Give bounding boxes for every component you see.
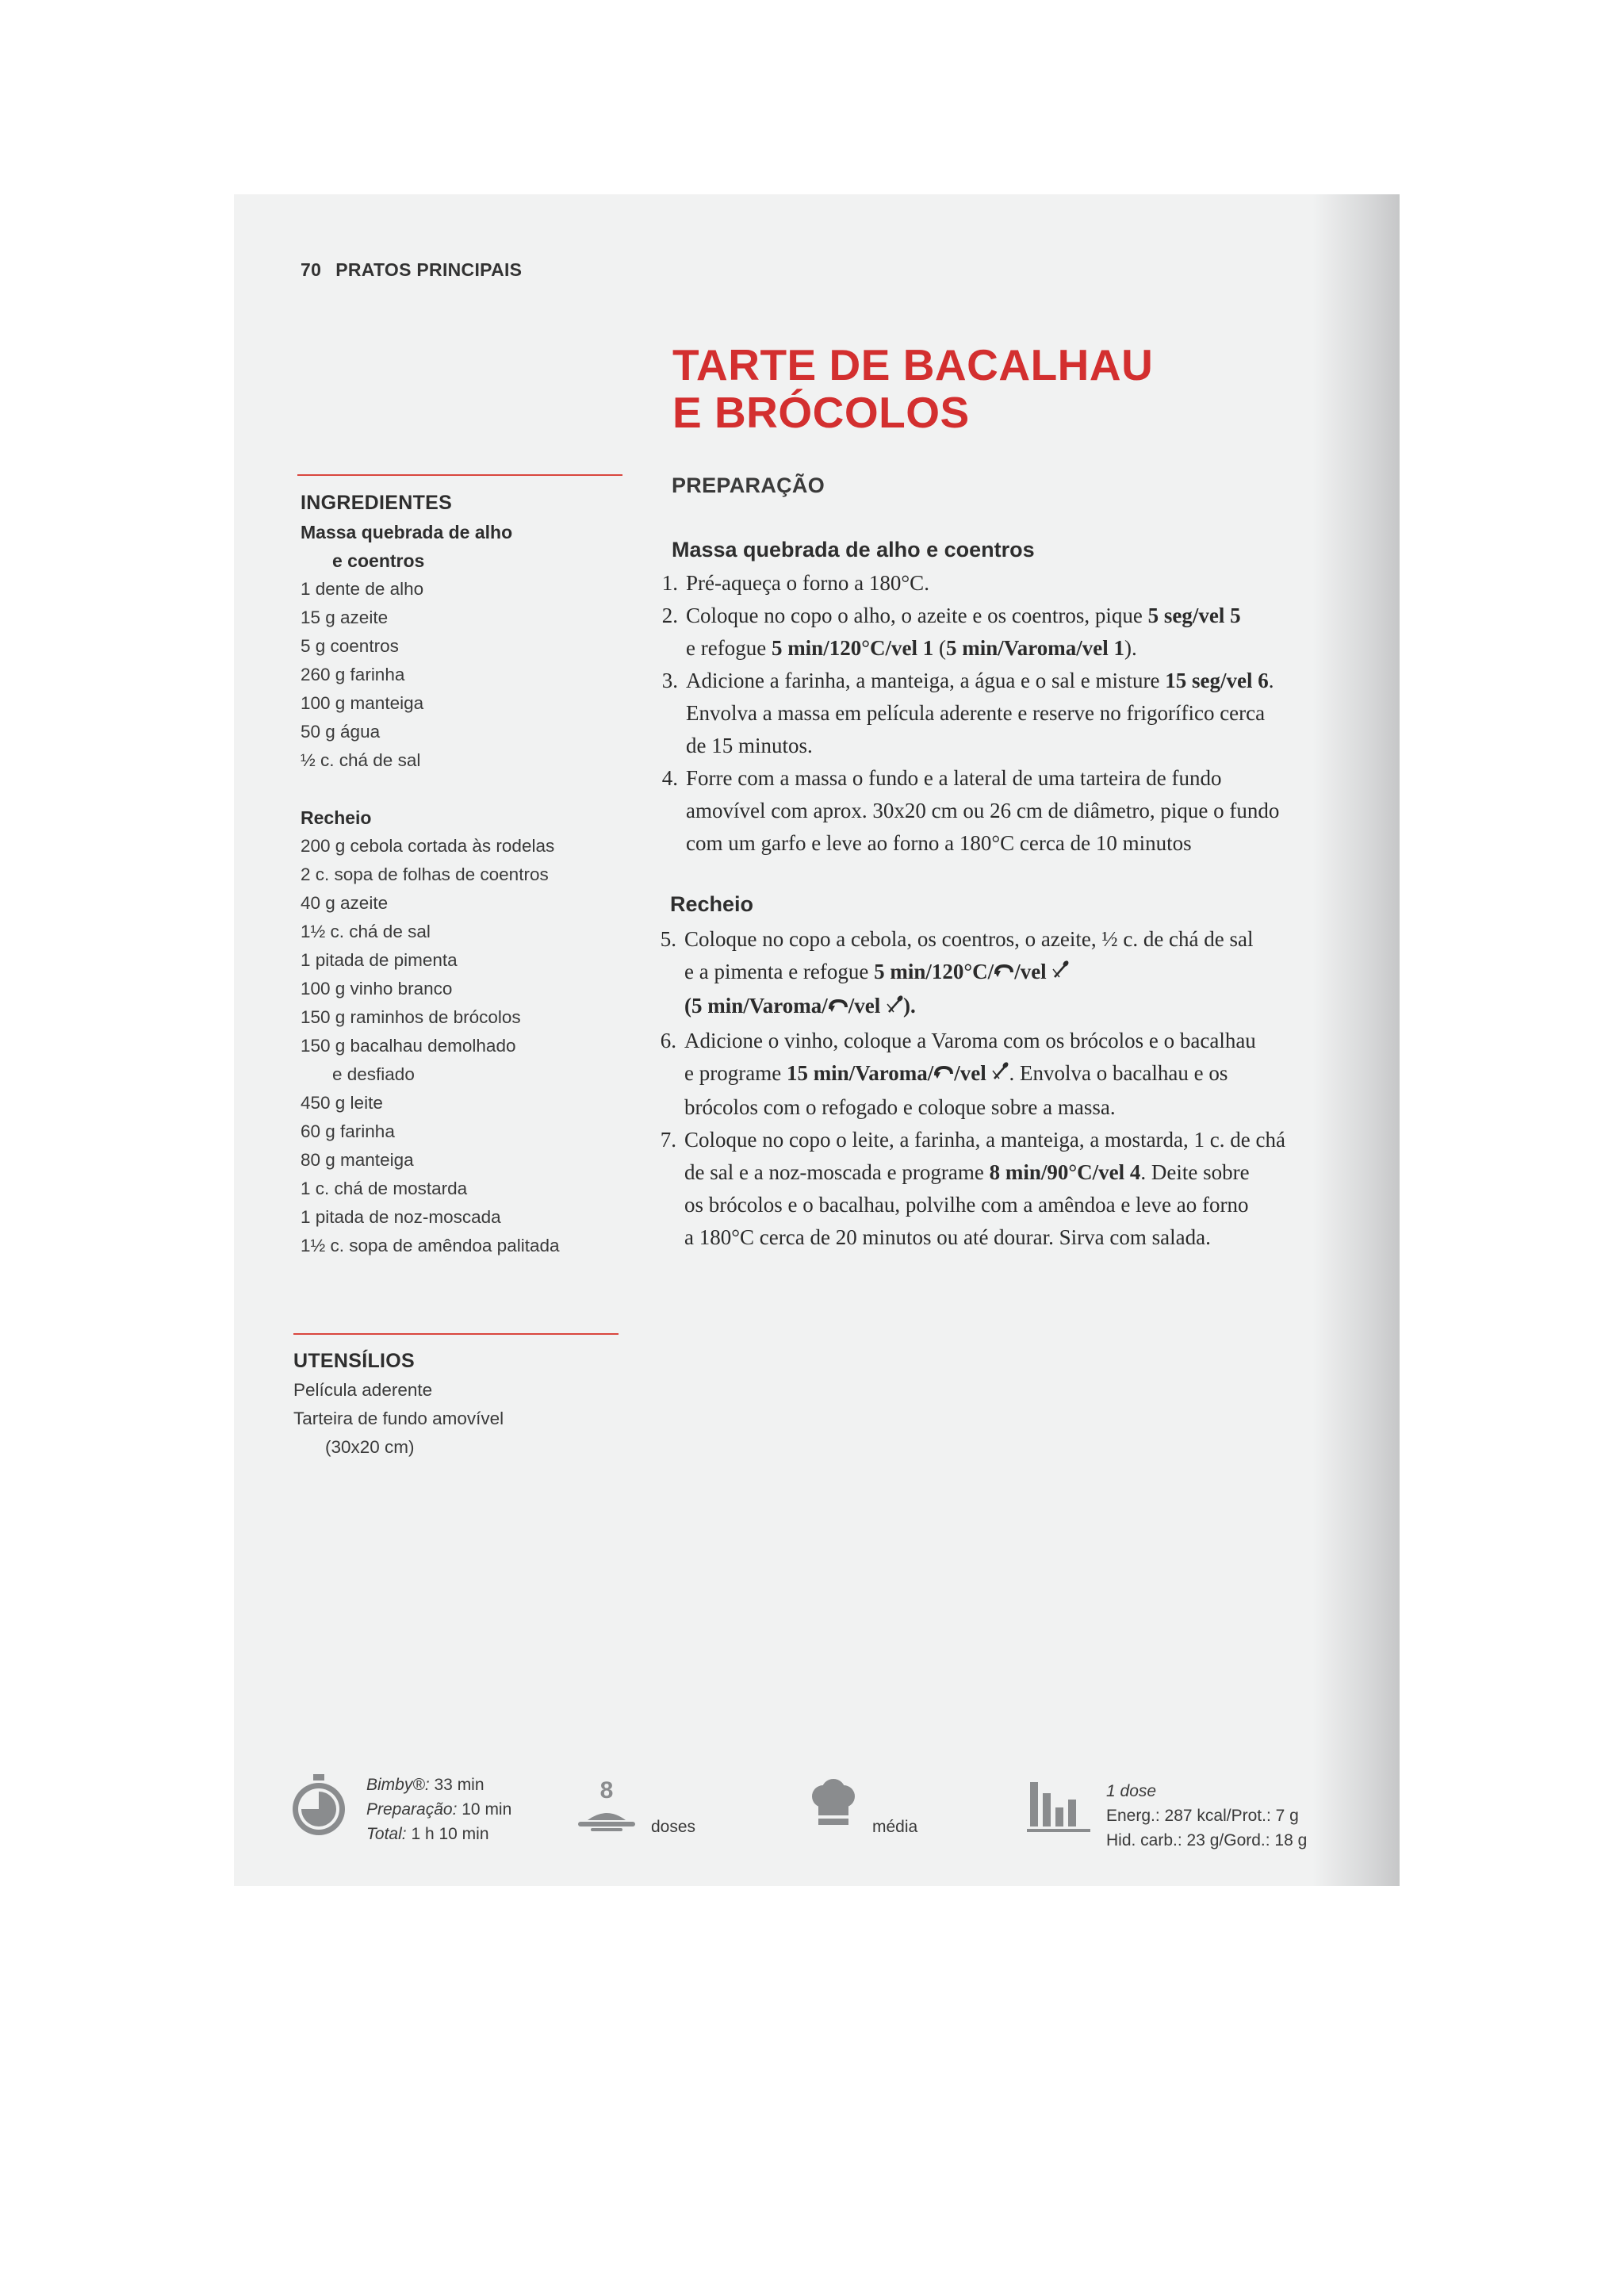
nutrition-line: Hid. carb.: 23 g/Gord.: 18 g [1106,1831,1308,1849]
recipe-info-bar [234,1757,1400,1860]
step-number: 5. [660,927,676,951]
ingredient-item: 1 pitada de pimenta [301,950,458,970]
dough-steps [642,567,1324,860]
step-number: 7. [660,1127,676,1152]
step-text-part: com um garfo e leve ao forno a 180°C cerca de 10 minutos [686,831,1192,855]
step-text-part: e refogue [686,636,772,660]
step-text [686,567,1324,600]
filling-block-title: Recheio [670,892,754,916]
step-text-part: . Deite sobre [1140,1159,1250,1184]
utensils-rule [293,1333,619,1335]
prep-time-value: 10 min [462,1800,512,1819]
book-page [234,194,1400,1886]
ingredient-item: 1 pitada de noz-moscada [301,1207,501,1227]
step-5 [641,923,1323,1025]
ingredient-item: 150 g bacalhau demolhado [301,1036,516,1056]
ingredient-item: 200 g cebola cortada às rodelas [301,836,555,856]
step-text-part: a 180°C cerca de 20 minutos ou até dourar. Sirva com salada. [684,1225,1211,1249]
ingredient-item: 1½ c. sopa de amêndoa palitada [301,1236,560,1255]
section-title: PRATOS PRINCIPAIS [335,259,523,280]
dough-block-title: Massa quebrada de alho e coentros [672,538,1035,562]
ingredients-group2-title: Recheio [301,807,372,828]
step-7 [641,1124,1323,1254]
ingredient-item: 450 g leite [301,1093,383,1113]
step-text-part: amovível com aprox. 30x20 cm ou 26 cm de diâmetro, pique o fundo [686,799,1280,822]
nutrition-block [1106,1779,1307,1853]
reverse-rotation-icon [828,992,848,1025]
ingredient-item: 2 c. sopa de folhas de coentros [301,864,549,884]
ingredient-item: 5 g coentros [301,636,399,656]
servings-label: doses [651,1818,696,1836]
machine-setting: ( [684,994,691,1018]
utensil-item: Película aderente [293,1380,433,1400]
step-text-part: Adicione o vinho, coloque a Varoma com os brócolos e o bacalhau [684,1028,1256,1052]
step-text-part: Pré-aqueça o forno a 180°C. [686,571,929,595]
ingredient-item: 1 c. chá de mostarda [301,1179,468,1198]
step-text-part: Coloque no copo o leite, a farinha, a manteiga, a mostarda, 1 c. de chá [684,1127,1285,1152]
step-text-part: Coloque no copo o alho, o azeite e os coentros, pique [686,604,1148,627]
bimby-time-value: 33 min [434,1776,485,1794]
total-time-label: Total: [366,1825,407,1843]
difficulty-label: média [872,1818,918,1836]
ingredient-item: 50 g água [301,722,381,742]
step-2 [642,600,1324,665]
total-time-value: 1 h 10 min [411,1825,489,1843]
machine-setting: 15 min/Varoma/ [786,1060,934,1085]
step-text-part: e a pimenta e refogue [684,960,875,983]
plate-icon [573,1779,640,1838]
utensil-item-cont: (30x20 cm) [325,1437,415,1457]
step-number: 4. [661,766,678,790]
reverse-rotation-icon [933,1059,954,1091]
bimby-time-label: Bimby®: [366,1776,430,1794]
recipe-title [672,341,1153,436]
ingredient-item: 1½ c. chá de sal [301,922,431,941]
ingredient-item: 100 g manteiga [301,693,424,713]
step-text-part: ). [1124,636,1137,660]
machine-setting: 5 min/120°C/ [874,960,994,983]
machine-setting: 8 min/90°C/vel 4 [989,1159,1141,1184]
step-3 [642,665,1324,762]
ingredient-item: 80 g manteiga [301,1150,414,1170]
nutrition-per: 1 dose [1106,1782,1157,1800]
chef-hat-icon [809,1779,858,1838]
ingredient-item: 60 g farinha [301,1121,395,1141]
spoon-icon [1051,957,1069,990]
preparation-heading: PREPARAÇÃO [672,473,825,497]
utensil-item: Tarteira de fundo amovível [293,1409,504,1428]
utensils-heading: UTENSÍLIOS [293,1350,416,1372]
step-text-part: . Envolva o bacalhau e os [1009,1060,1228,1085]
step-6 [641,1025,1323,1124]
spoon-icon [886,992,903,1025]
servings-number: 8 [599,1777,614,1803]
step-text [684,1025,1323,1124]
ingredient-item: 40 g azeite [301,893,389,913]
step-number: 1. [661,571,678,595]
step-text-part: os brócolos e o bacalhau, polvilhe com a amêndoa e leve ao forno [684,1192,1249,1217]
ingredients-heading: INGREDIENTES [301,492,453,514]
machine-setting: /vel [1014,960,1052,983]
machine-setting: 15 seg/vel 6 [1165,669,1269,692]
machine-setting: /vel [954,1060,992,1085]
machine-setting: ). [903,994,916,1018]
ingredient-item: 260 g farinha [301,665,405,684]
ingredients-group1-title: Massa quebrada de alho [301,522,513,542]
ingredients-rule [297,474,622,476]
step-text [684,923,1323,1025]
recipe-title-line1: TARTE DE BACALHAU [672,340,1154,389]
machine-setting: 5 min/Varoma/ [691,994,828,1018]
step-text-part: e programe [684,1060,787,1085]
clock-icon [289,1774,348,1842]
ingredient-item-cont: e desfiado [332,1064,415,1084]
step-text-part: brócolos com o refogado e coloque sobre a massa. [684,1094,1116,1119]
step-text-part: Forre com a massa o fundo e a lateral de uma tarteira de fundo [686,766,1222,790]
recipe-title-line2: E BRÓCOLOS [672,388,970,437]
ingredients-panel [301,488,634,1260]
step-text [686,762,1324,860]
step-text [686,665,1324,762]
step-text-part: . [1268,669,1274,692]
machine-setting: 5 seg/vel 5 [1147,604,1241,627]
ingredient-item: 1 dente de alho [301,579,424,599]
step-number: 3. [661,669,678,692]
nutrition-line: Energ.: 287 kcal/Prot.: 7 g [1106,1807,1299,1825]
ingredients-group1-title-cont: e coentros [332,550,425,571]
ingredient-item: 150 g raminhos de brócolos [301,1007,521,1027]
step-1 [642,567,1324,600]
utensils-panel [293,1346,626,1462]
step-text [684,1124,1323,1254]
bar-chart-icon [1027,1779,1090,1838]
step-number: 2. [661,604,678,627]
step-text-part: de 15 minutos. [686,734,813,757]
filling-steps [641,923,1323,1254]
times-block [366,1773,511,1846]
step-text-part: Coloque no copo a cebola, os coentros, o azeite, ½ c. de chá de sal [684,927,1254,951]
step-text-part: Envolva a massa em película aderente e reserve no frigorífico cerca [686,701,1266,725]
ingredient-item: ½ c. chá de sal [301,750,421,770]
step-text-part: ( [933,636,946,660]
machine-setting: 5 min/120°C/vel 1 [771,636,934,660]
running-header [301,259,522,281]
page-number: 70 [301,259,322,280]
step-text-part: Adicione a farinha, a manteiga, a água e o sal e misture [686,669,1166,692]
machine-setting: /vel [848,994,887,1018]
machine-setting: 5 min/Varoma/vel 1 [945,636,1124,660]
step-text-part: de sal e a noz-moscada e programe [684,1159,990,1184]
step-number: 6. [660,1028,676,1052]
page-edge-shadow [1312,194,1400,1886]
spoon-icon [991,1059,1009,1091]
reverse-rotation-icon [994,957,1014,990]
prep-time-label: Preparação: [366,1800,458,1819]
step-text [686,600,1324,665]
ingredient-item: 15 g azeite [301,608,389,627]
ingredient-item: 100 g vinho branco [301,979,453,999]
step-4 [642,762,1324,860]
